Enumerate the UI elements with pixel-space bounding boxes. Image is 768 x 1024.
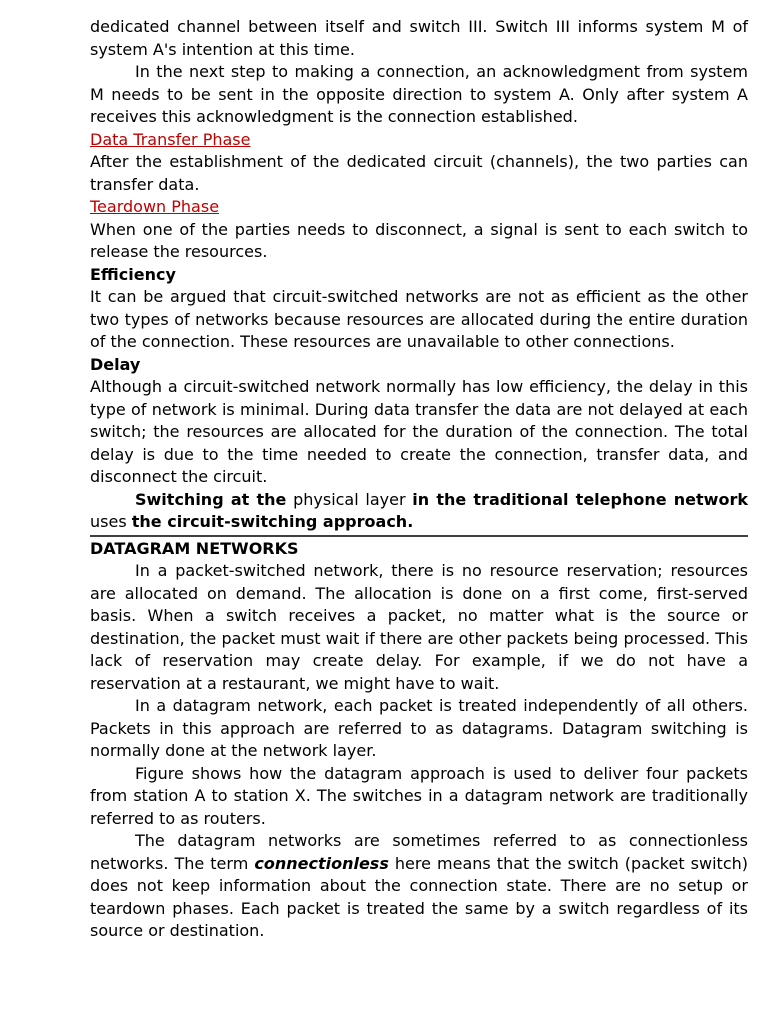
text-uses: uses xyxy=(90,512,132,531)
heading-data-transfer-phase[interactable]: Data Transfer Phase xyxy=(90,129,251,149)
paragraph-figure-datagram: Figure shows how the datagram approach is used to deliver four packets from station A to station X. The switches in a datagram network are traditionally referred to as routers. xyxy=(90,763,748,828)
text-switching-at-the: Switching at the xyxy=(135,489,287,509)
paragraph-switching-physical-layer xyxy=(90,489,748,534)
heading-delay: Delay xyxy=(90,354,141,374)
text-physical-layer: physical layer xyxy=(286,489,413,509)
paragraph-data-transfer: After the establishment of the dedicated circuit (channels), the two parties can transfer data. xyxy=(90,152,748,194)
text-connectionless-intro: The datagram networks are sometimes referred to as connectionless networks. The term xyxy=(90,831,748,873)
paragraph-delay: Although a circuit-switched network normally has low efficiency, the delay in this type of network is minimal. During data transfer the data are not delayed at each switch; the resources are allocated for the duration of the connection. The total delay is due to the time needed to create the connection, transfer data, and disconnect the circuit. xyxy=(90,377,748,486)
paragraph-acknowledgment: In the next step to making a connection, an acknowledgment from system M needs to be sent in the opposite direction to system A. Only after system A receives this acknowledgment is the connection established. xyxy=(90,62,748,126)
document-page xyxy=(90,16,748,943)
heading-efficiency: Efficiency xyxy=(90,264,176,284)
text-connectionless-rest: here means that the switch (packet switch) does not keep information about the connection state. There are no setup or teardown phases. Each packet is treated the same by a switch regardless of its source or destination. xyxy=(90,853,748,940)
paragraph-switch-iii: dedicated channel between itself and switch III. Switch III informs system M of system A's intention at this time. xyxy=(90,17,748,59)
section-divider xyxy=(90,535,748,537)
paragraph-teardown: When one of the parties needs to disconnect, a signal is sent to each switch to release the resources. xyxy=(90,219,748,261)
paragraph-packet-switched: In a packet-switched network, there is no resource reservation; resources are allocated on demand. The allocation is done on a first come, first-served basis. When a switch receives a packet, no matter what is the source or destination, the packet must wait if there are other packets being processed. This lack of reservation may create delay. For example, if we do not have a reservation at a restaurant, we might have to wait. xyxy=(90,561,748,693)
paragraph-connectionless xyxy=(90,830,748,943)
text-circuit-switching-approach: the circuit-switching approach. xyxy=(131,512,414,531)
text-connectionless-term: connectionless xyxy=(254,853,389,873)
paragraph-efficiency: It can be argued that circuit-switched networks are not as efficient as the other two types of networks because resources are allocated during the entire duration of the connection. These resources are unavailable to other connections. xyxy=(90,287,748,351)
heading-teardown-phase[interactable]: Teardown Phase xyxy=(90,197,220,216)
heading-datagram-networks: DATAGRAM NETWORKS xyxy=(90,538,299,558)
text-traditional-telephone-network: in the traditional telephone network xyxy=(412,489,748,509)
paragraph-datagram-independent: In a datagram network, each packet is treated independently of all others. Packets in this approach are referred to as datagrams. Datagram switching is normally done at the network layer. xyxy=(90,696,748,760)
